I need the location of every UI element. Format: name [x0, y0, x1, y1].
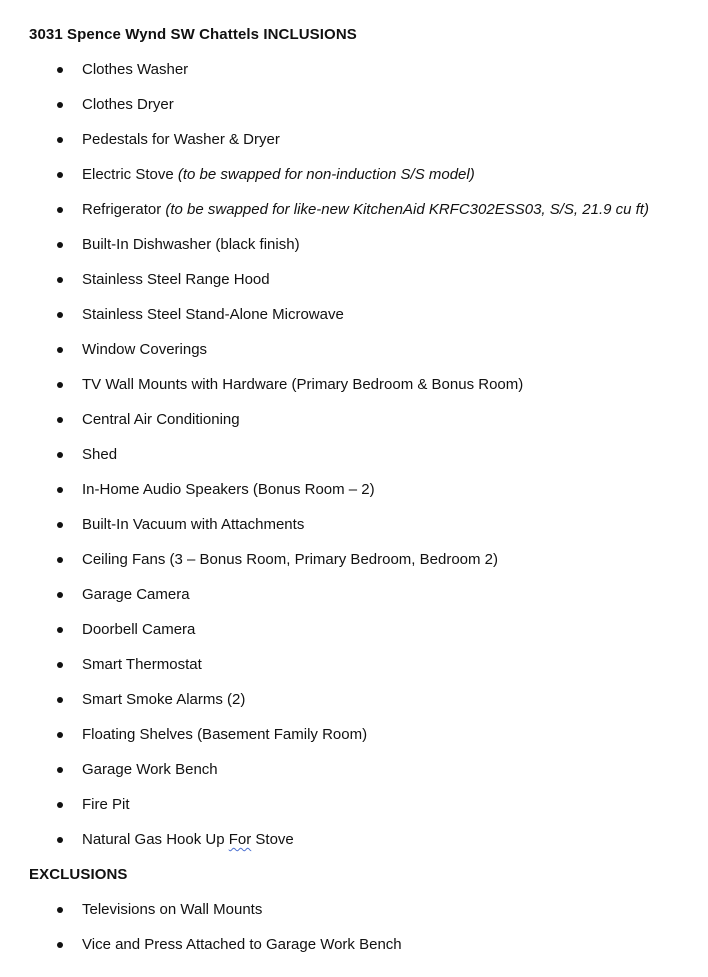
- list-item-label: Smart Thermostat: [82, 656, 202, 673]
- list-item-text: [82, 445, 117, 465]
- list-item-text: [82, 95, 174, 115]
- list-item-label: Refrigerator: [82, 201, 166, 218]
- bullet-icon: [57, 207, 63, 213]
- list-item-label: Built-In Dishwasher (black finish): [82, 236, 300, 253]
- list-item-label-end: Stove: [251, 831, 294, 848]
- bullet-icon: [57, 417, 63, 423]
- list-item-label: Clothes Dryer: [82, 96, 174, 113]
- list-item-text: [82, 515, 304, 535]
- list-item-text: [82, 60, 188, 80]
- spellcheck-flagged-word[interactable]: For: [228, 831, 252, 848]
- list-item-text: [82, 480, 375, 500]
- list-item-text: [82, 690, 245, 710]
- list-item-text: [82, 200, 649, 220]
- list-item-label: Stainless Steel Range Hood: [82, 271, 270, 288]
- bullet-icon: [57, 102, 63, 108]
- bullet-icon: [57, 312, 63, 318]
- bullet-icon: [57, 697, 63, 703]
- list-item-label: Natural Gas Hook Up: [82, 831, 229, 848]
- list-item-text: [82, 655, 202, 675]
- list-item-text: [82, 935, 402, 955]
- list-item-label: Garage Work Bench: [82, 761, 218, 778]
- list-item-text: [82, 830, 294, 850]
- list-item-text: [82, 270, 270, 290]
- list-item-text: [82, 340, 207, 360]
- list-item-label: Pedestals for Washer & Dryer: [82, 131, 280, 148]
- list-item-label: Televisions on Wall Mounts: [82, 901, 263, 918]
- bullet-icon: [57, 522, 63, 528]
- bullet-icon: [57, 767, 63, 773]
- list-item-text: [82, 760, 218, 780]
- bullet-icon: [57, 242, 63, 248]
- list-item-label: Floating Shelves (Basement Family Room): [82, 726, 368, 743]
- list-item-text: [82, 410, 240, 430]
- list-item-text: [82, 375, 523, 395]
- bullet-icon: [57, 662, 63, 668]
- bullet-icon: [57, 557, 63, 563]
- list-item-label: Vice and Press Attached to Garage Work Bench: [82, 936, 402, 953]
- bullet-icon: [57, 172, 63, 178]
- list-item-label: Ceiling Fans (3 – Bonus Room, Primary Bedroom, Bedroom 2): [82, 551, 499, 568]
- list-item-label: Smart Smoke Alarms (2): [82, 691, 246, 708]
- bullet-icon: [57, 277, 63, 283]
- list-item-text: [82, 725, 367, 745]
- list-item-label: Central Air Conditioning: [82, 411, 240, 428]
- list-item-text: [82, 550, 498, 570]
- exclusions-heading: EXCLUSIONS: [29, 866, 128, 883]
- list-item-label: Shed: [82, 446, 118, 463]
- list-item-label: Garage Camera: [82, 586, 190, 603]
- inclusions-heading: 3031 Spence Wynd SW Chattels INCLUSIONS: [29, 26, 357, 43]
- bullet-icon: [57, 592, 63, 598]
- bullet-icon: [57, 137, 63, 143]
- list-item-text: [82, 795, 130, 815]
- bullet-icon: [57, 907, 63, 913]
- bullet-icon: [57, 942, 63, 948]
- list-item-label: Window Coverings: [82, 341, 208, 358]
- list-item-label: Clothes Washer: [82, 61, 189, 78]
- bullet-icon: [57, 627, 63, 633]
- list-item-note: (to be swapped for non-induction S/S model): [177, 166, 475, 183]
- list-item-note: (to be swapped for like-new KitchenAid KRFC302ESS03, S/S, 21.9 cu ft): [165, 201, 649, 218]
- list-item-label: TV Wall Mounts with Hardware (Primary Bedroom & Bonus Room): [82, 376, 524, 393]
- list-item-label: Doorbell Camera: [82, 621, 196, 638]
- list-item-label: Electric Stove: [82, 166, 178, 183]
- bullet-icon: [57, 452, 63, 458]
- list-item-label: Stainless Steel Stand-Alone Microwave: [82, 306, 344, 323]
- bullet-icon: [57, 487, 63, 493]
- list-item-label: Built-In Vacuum with Attachments: [82, 516, 305, 533]
- bullet-icon: [57, 837, 63, 843]
- bullet-icon: [57, 382, 63, 388]
- bullet-icon: [57, 802, 63, 808]
- list-item-label: Fire Pit: [82, 796, 130, 813]
- list-item-text: [82, 235, 300, 255]
- list-item-text: [82, 585, 190, 605]
- bullet-icon: [57, 67, 63, 73]
- list-item-text: [82, 165, 475, 185]
- list-item-text: [82, 900, 262, 920]
- bullet-icon: [57, 347, 63, 353]
- list-item-label: In-Home Audio Speakers (Bonus Room – 2): [82, 481, 375, 498]
- list-item-text: [82, 620, 195, 640]
- bullet-icon: [57, 732, 63, 738]
- list-item-text: [82, 305, 344, 325]
- list-item-text: [82, 130, 280, 150]
